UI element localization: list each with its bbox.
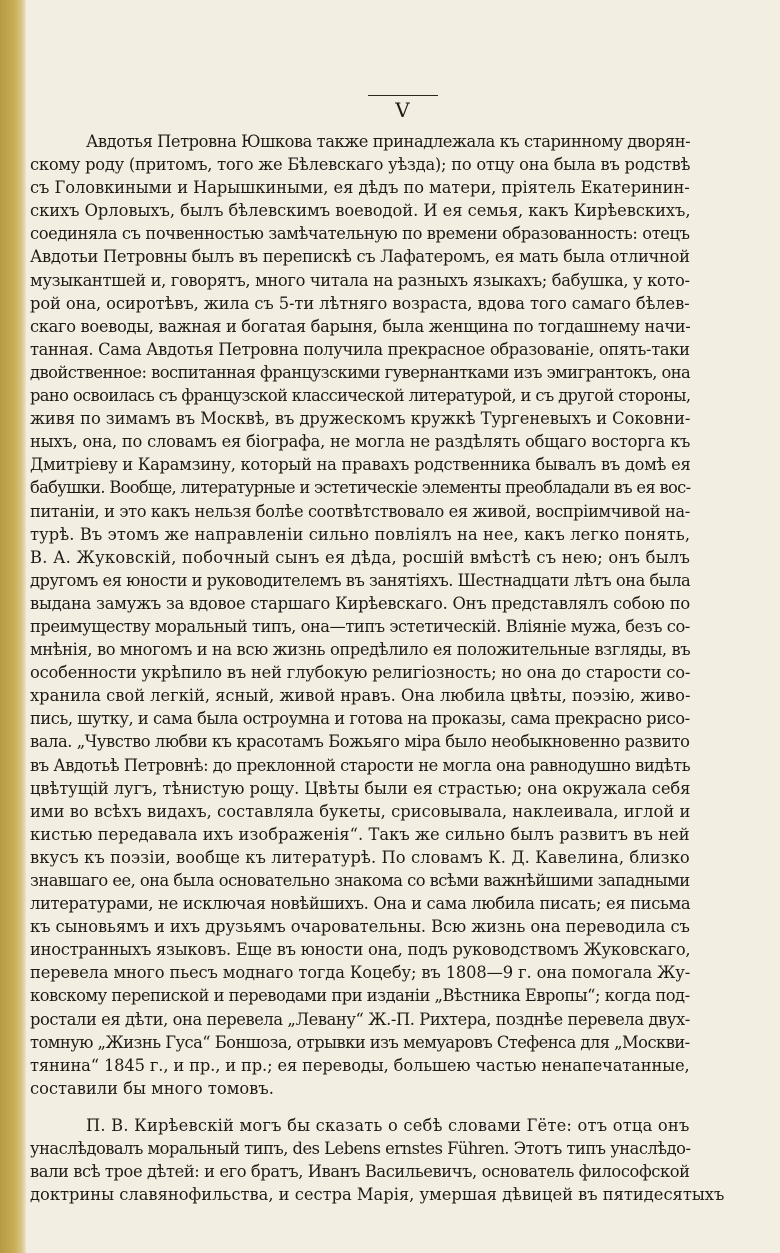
text-line: къ сыновьямъ и ихъ друзьямъ очаровательны. Всю жизнь она переводила съ [30, 917, 690, 937]
text-line: музыкантшей и, говорятъ, много читала на разныхъ языкахъ; бабушка, у кото- [30, 270, 690, 290]
text-line: В. А. Жуковскій, побочный сынъ ея дѣда, росшій вмѣстѣ съ нею; онъ былъ [30, 547, 691, 567]
text-line: томную „Жизнь Гуса“ Боншоза, отрывки изъ мемуаровъ Стефенса для „Москви- [30, 1032, 690, 1052]
text-line: двойственное: воспитанная французскими гувернантками изъ эмигрантокъ, она [30, 362, 691, 382]
page-number-rule [368, 95, 438, 96]
body-text [30, 130, 725, 1206]
text-line: вкусъ къ поэзіи, вообще къ литературѣ. По словамъ К. Д. Кавелина, близко [30, 847, 690, 867]
text-line: бабушки. Вообще, литературные и эстетическіе элементы преобладали въ ея вос- [30, 478, 691, 498]
text-line: составили бы много томовъ. [30, 1078, 274, 1098]
text-line: скаго воеводы, важная и богатая барыня, была женщина по тогдашнему начи- [30, 316, 691, 336]
text-line: цвѣтущій лугъ, тѣнистую рощу. Цвѣты были ея страстью; она окружала себя [30, 778, 691, 798]
book-page [26, 0, 780, 1253]
paragraph-1 [30, 130, 690, 1100]
text-line: кистью передавала ихъ изображенія“. Такъ же сильно былъ развитъ въ ней [30, 824, 690, 844]
text-line: преимуществу моральный типъ, она—типъ эстетическій. Вліяніе мужа, безъ со- [30, 616, 690, 636]
text-line: ныхъ, она, по словамъ ея біографа, не могла не раздѣлять общаго восторга къ [30, 432, 691, 452]
text-line: рой она, осиротѣвъ, жила съ 5-ти лѣтняго возраста, вдова того самаго бѣлев- [30, 293, 690, 313]
text-line: рано освоилась съ французской классической литературой, и съ другой стороны, [30, 386, 691, 406]
text-line: доктрины славянофильства, и сестра Марія, умершая дѣвицей въ пятидесятыхъ [30, 1185, 725, 1205]
text-line: соединяла съ почвенностью замѣчательную по времени образованность: отецъ [30, 224, 690, 244]
text-line: Авдотьи Петровны былъ въ перепискѣ съ Лафатеромъ, ея мать была отличной [30, 247, 690, 267]
text-line: питаніи, и это какъ нельзя болѣе соотвѣтствовало ея живой, воспріимчивой на- [30, 501, 690, 521]
text-line: вали всѣ трое дѣтей: и его братъ, Иванъ Васильевичъ, основатель философской [30, 1162, 690, 1182]
text-line: особенности укрѣпило въ ней глубокую религіозность; но она до старости со- [30, 663, 691, 683]
text-line: ими во всѣхъ видахъ, составляла букеты, срисовывала, наклеивала, иглой и [30, 801, 691, 821]
text-line: другомъ ея юности и руководителемъ въ занятіяхъ. Шестнадцати лѣтъ она была [30, 570, 691, 590]
text-line: унаслѣдовалъ моральный типъ, des Lebens ernstes Führen. Этотъ типъ унаслѣдо- [30, 1139, 691, 1159]
text-line: иностранныхъ языковъ. Еще въ юности она, подъ руководствомъ Жуковскаго, [30, 940, 691, 960]
text-line: П. В. Кирѣевскій могъ бы сказать о себѣ словами Гёте: отъ отца онъ [86, 1115, 690, 1135]
text-line: турѣ. Въ этомъ же направленіи сильно повліялъ на нее, какъ легко понять, [30, 524, 691, 544]
text-line: танная. Сама Авдотья Петровна получила прекрасное образованіе, опять-таки [30, 339, 690, 359]
text-line: хранила свой легкій, ясный, живой нравъ. Она любила цвѣты, поэзію, живо- [30, 686, 691, 706]
text-line: скихъ Орловыхъ, былъ бѣлевскимъ воеводой. И ея семья, какъ Кирѣевскихъ, [30, 201, 691, 221]
text-line: тянина“ 1845 г., и пр., и пр.; ея переводы, большею частью ненапечатанные, [30, 1055, 690, 1075]
text-line: скому роду (притомъ, того же Бѣлевскаго уѣзда); по отцу она была въ родствѣ [30, 155, 691, 175]
page-number [26, 95, 780, 122]
paragraph-2 [30, 1114, 725, 1206]
text-line: перевела много пьесъ моднаго тогда Коцебу; въ 1808—9 г. она помогала Жу- [30, 963, 691, 983]
page-number-label: V [395, 98, 411, 122]
text-line: Авдотья Петровна Юшкова также принадлежала къ старинному дворян- [86, 132, 691, 151]
text-line: ковскому перепиской и переводами при изданіи „Вѣстника Европы“; когда под- [30, 986, 690, 1006]
text-line: въ Авдотьѣ Петровнѣ: до преклонной старости не могла она равнодушно видѣть [30, 755, 691, 775]
text-line: выдана замужъ за вдовое старшаго Кирѣевскаго. Онъ представлялъ собою по [30, 593, 690, 613]
text-line: литературами, не исключая новѣйшихъ. Она и сама любила писать; ея письма [30, 894, 691, 914]
text-line: мнѣнія, во многомъ и на всю жизнь опредѣлило ея положительные взгляды, въ [30, 640, 691, 660]
text-line: съ Головкиными и Нарышкиными, ея дѣдъ по матери, пріятель Екатеринин- [30, 178, 690, 198]
text-line: пись, шутку, и сама была остроумна и готова на проказы, сама прекрасно рисо- [30, 709, 690, 729]
text-line: вала. „Чувство любви къ красотамъ Божьяго міра было необыкновенно развито [30, 732, 690, 752]
text-line: знавшаго ее, она была основательно знакома со всѣми важнѣйшими западными [30, 871, 690, 890]
text-line: живя по зимамъ въ Москвѣ, въ дружескомъ кружкѣ Тургеневыхъ и Соковни- [30, 409, 691, 429]
book-spine [0, 0, 26, 1253]
text-line: ростали ея дѣти, она перевела „Левану“ Ж.-П. Рихтера, позднѣе перевела двух- [30, 1009, 690, 1029]
text-line: Дмитріеву и Карамзину, который на правахъ родственника бывалъ въ домѣ ея [30, 455, 691, 475]
paragraph-gap [30, 1100, 690, 1114]
